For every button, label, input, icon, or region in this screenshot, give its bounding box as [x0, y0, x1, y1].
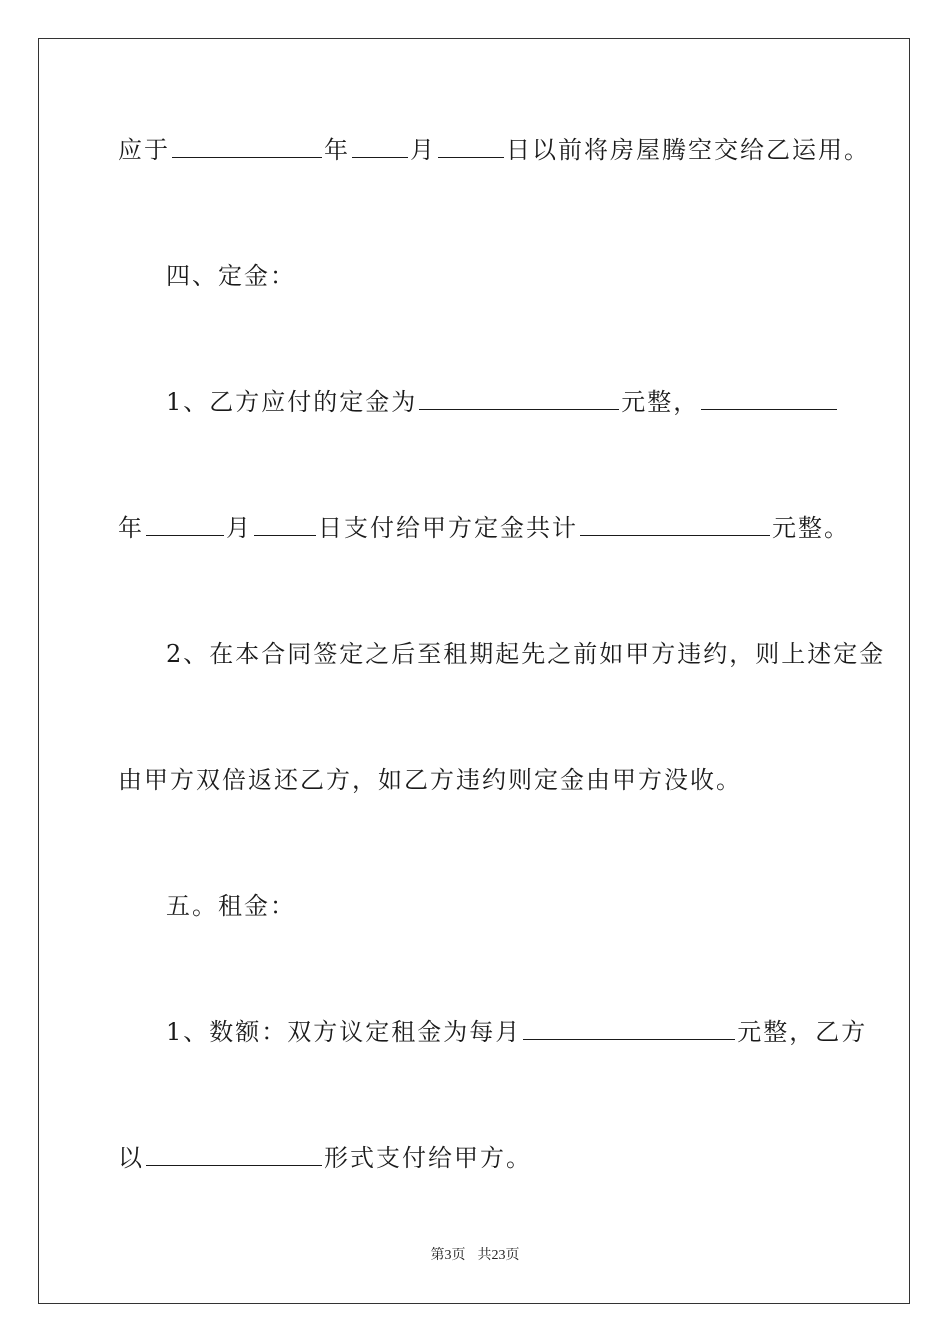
blank-field: [172, 135, 322, 158]
text-segment: 月: [410, 136, 436, 164]
page-border: [38, 38, 910, 1304]
text-segment: 年: [118, 514, 144, 542]
text-segment: 元整，: [621, 388, 700, 416]
section-heading-deposit: 四、定金：: [166, 262, 296, 290]
text-segment: 1、乙方应付的定金为: [166, 388, 418, 416]
text-segment: 1、数额：双方议定租金为每月: [166, 1018, 522, 1046]
paragraph-deposit-amount: [166, 386, 832, 418]
text-segment: 月: [226, 514, 252, 542]
blank-field: [254, 513, 316, 536]
section-heading-rent: 五。租金：: [166, 892, 296, 920]
paragraph-breach-2: 由甲方双倍返还乙方，如乙方违约则定金由甲方没收。: [118, 766, 742, 794]
blank-field: [146, 513, 224, 536]
text-segment: 元整，乙方: [737, 1018, 868, 1046]
text-segment: 应于: [118, 136, 170, 164]
text-segment: 以: [118, 1144, 144, 1172]
blank-field: [701, 387, 837, 410]
blank-field: [438, 135, 504, 158]
text-segment: 形式支付给甲方。: [324, 1144, 532, 1172]
paragraph-deposit-date: [118, 512, 850, 544]
page-number: 第3页: [430, 1248, 466, 1263]
page-footer: [0, 1246, 950, 1266]
text-segment: 元整。: [772, 514, 850, 542]
page-total: 共23页: [477, 1248, 520, 1263]
paragraph-breach-1: 2、在本合同签定之后至租期起先之前如甲方违约，则上述定金: [166, 640, 886, 668]
paragraph-payment-method: [118, 1142, 832, 1174]
blank-field: [523, 1017, 735, 1040]
text-segment: 年: [324, 136, 350, 164]
paragraph-rent-amount: [166, 1016, 868, 1048]
paragraph-move-out-date: [118, 134, 870, 166]
text-segment: 日以前将房屋腾空交给乙运用。: [506, 136, 870, 164]
blank-field: [580, 513, 770, 536]
blank-field: [146, 1143, 322, 1166]
blank-field: [352, 135, 408, 158]
text-segment: 日支付给甲方定金共计: [318, 514, 578, 542]
blank-field: [419, 387, 619, 410]
